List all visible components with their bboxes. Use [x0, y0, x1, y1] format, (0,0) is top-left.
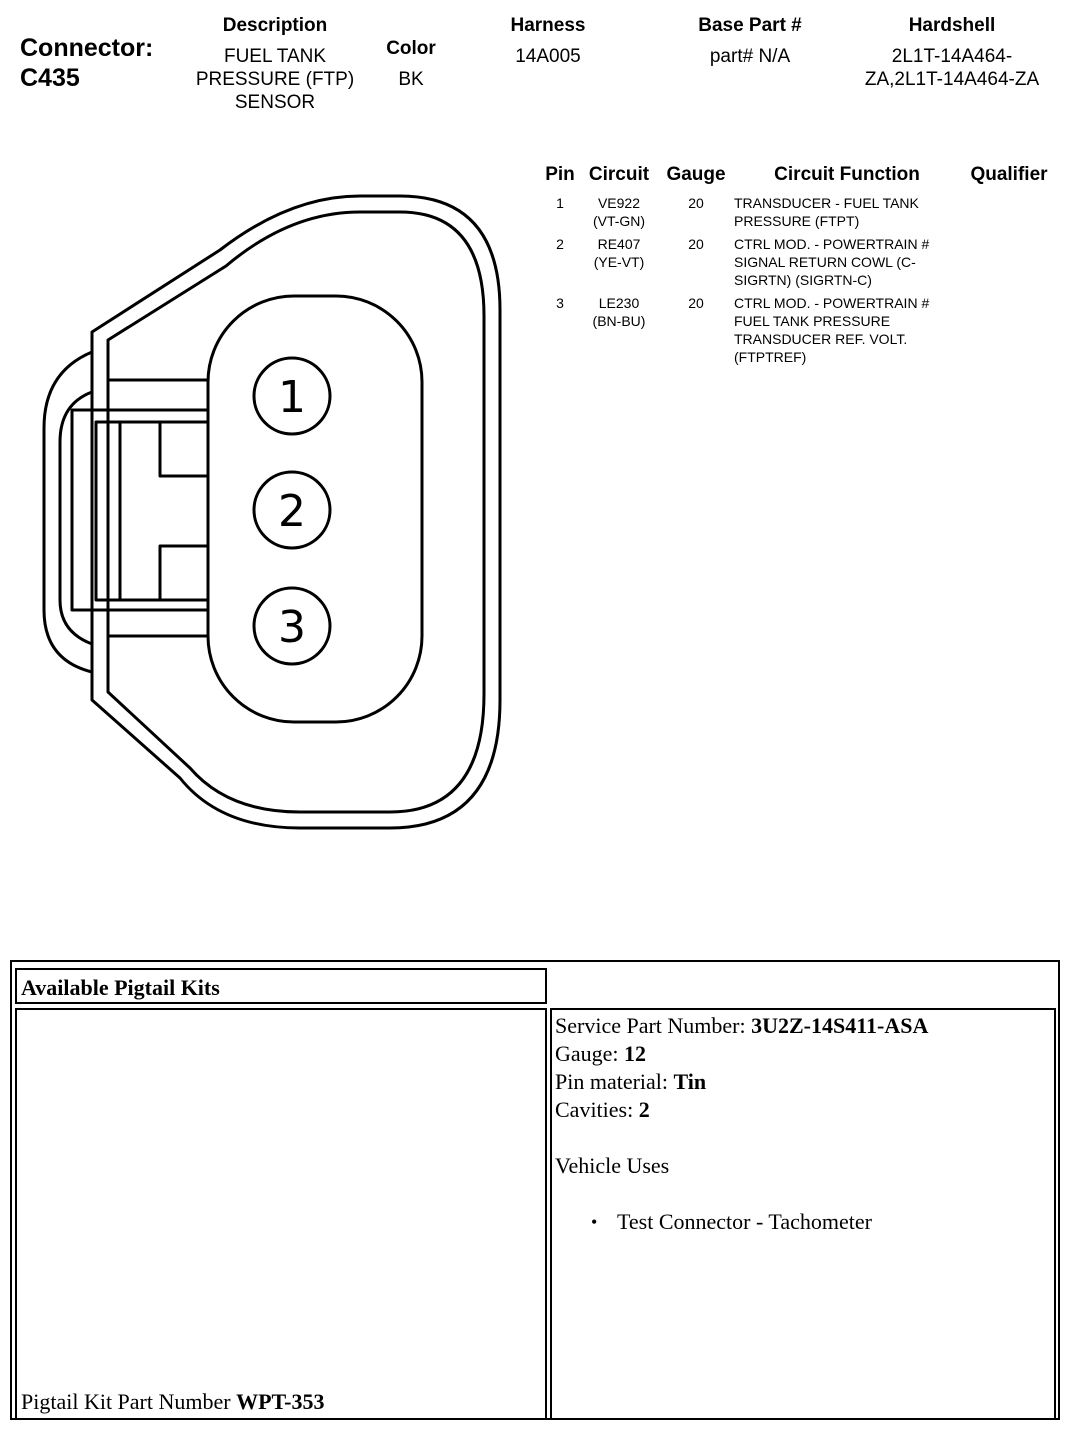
connector-face-diagram: [0, 180, 520, 840]
circuit-code: RE407: [597, 236, 641, 252]
circuit-header: Circuit: [588, 164, 650, 185]
harness-header: Harness: [510, 15, 586, 36]
pin-number: 3: [556, 295, 564, 311]
base-part-header: Base Part #: [698, 15, 802, 36]
table-row: [540, 294, 1060, 374]
circuit-color: (YE-VT): [593, 254, 645, 270]
detail-label: Cavities:: [555, 1097, 639, 1122]
connector-id: C435: [20, 64, 80, 92]
pin-1-label: 1: [278, 372, 306, 423]
pigtail-kit-details-cell: [550, 1008, 1056, 1420]
description-header: Description: [222, 15, 328, 36]
latch-bottom-notch: [108, 636, 208, 674]
circuit-cell: [582, 235, 656, 271]
circuit-color: (BN-BU): [592, 313, 646, 329]
hardshell-header: Hardshell: [908, 15, 996, 36]
connector-title: [20, 33, 153, 93]
gauge-cell: 20: [688, 236, 704, 252]
pigtail-kits-title-cell: [15, 968, 547, 1004]
pigtail-kits-title: Available Pigtail Kits: [21, 975, 220, 1000]
pigtail-kit-number-cell: [15, 1008, 547, 1420]
service-part-number: [555, 1012, 1051, 1040]
gauge-header: Gauge: [666, 164, 726, 185]
lock-bar-step: [160, 422, 208, 600]
table-row: [540, 194, 1060, 235]
harness-value: 14A005: [515, 46, 581, 67]
detail-value: 3U2Z-14S411-ASA: [751, 1013, 929, 1038]
color-header: Color: [386, 38, 436, 59]
circuit-code: VE922: [597, 195, 641, 211]
list-item: • Test Connector - Tachometer: [591, 1208, 1051, 1236]
detail-label: Gauge:: [555, 1041, 625, 1066]
pin-3-label: 3: [278, 602, 306, 653]
description-value: FUEL TANK PRESSURE (FTP) SENSOR: [195, 46, 355, 113]
vehicle-uses-label: Vehicle Uses: [555, 1153, 670, 1178]
detail-value: 2: [638, 1097, 650, 1122]
pin-number: 2: [556, 236, 564, 252]
vehicle-uses-list: [591, 1208, 1051, 1236]
circuit-code: LE230: [598, 295, 640, 311]
hardshell-value: 2L1T-14A464-ZA,2L1T-14A464-ZA: [864, 46, 1040, 90]
pin-table-rows: [540, 194, 1060, 374]
pigtail-kit-number-value: WPT-353: [236, 1389, 325, 1414]
pigtail-kit-number: [21, 1388, 325, 1416]
pin-material-detail: [555, 1068, 1051, 1096]
function-cell: CTRL MOD. - POWERTRAIN # SIGNAL RETURN COWL (C-SIGRTN) (SIGRTN-C): [734, 236, 930, 288]
detail-label: Pin material:: [555, 1069, 674, 1094]
base-part-value: part# N/A: [709, 46, 791, 67]
gauge-detail: [555, 1040, 1051, 1068]
color-value: BK: [398, 69, 424, 90]
lock-bar-inner: [96, 422, 208, 600]
circuit-cell: [582, 294, 656, 330]
table-row: [540, 235, 1060, 294]
connector-label: Connector:: [20, 34, 154, 62]
qualifier-header: Qualifier: [970, 164, 1048, 185]
gauge-cell: 20: [688, 295, 704, 311]
function-cell: TRANSDUCER - FUEL TANK PRESSURE (FTPT): [734, 195, 919, 229]
latch-outer-tab: [44, 352, 92, 672]
circuit-color: (VT-GN): [592, 213, 646, 229]
detail-value: Tin: [673, 1069, 707, 1094]
pin-number: 1: [556, 195, 564, 211]
pigtail-kit-number-label: Pigtail Kit Part Number: [21, 1389, 237, 1414]
detail-value: 12: [624, 1041, 647, 1066]
cavities-detail: [555, 1096, 1051, 1124]
gauge-cell: 20: [688, 195, 704, 211]
latch-inner-tab: [60, 392, 92, 644]
detail-label: Service Part Number:: [555, 1013, 752, 1038]
pin-2-label: 2: [278, 486, 306, 537]
pin-header: Pin: [545, 164, 575, 185]
circuit-function-header: Circuit Function: [774, 164, 920, 185]
circuit-cell: [582, 194, 656, 230]
function-cell: CTRL MOD. - POWERTRAIN # FUEL TANK PRESSURE TRANSDUCER REF. VOLT. (FTPTREF): [734, 295, 930, 365]
latch-top-notch: [108, 340, 208, 380]
